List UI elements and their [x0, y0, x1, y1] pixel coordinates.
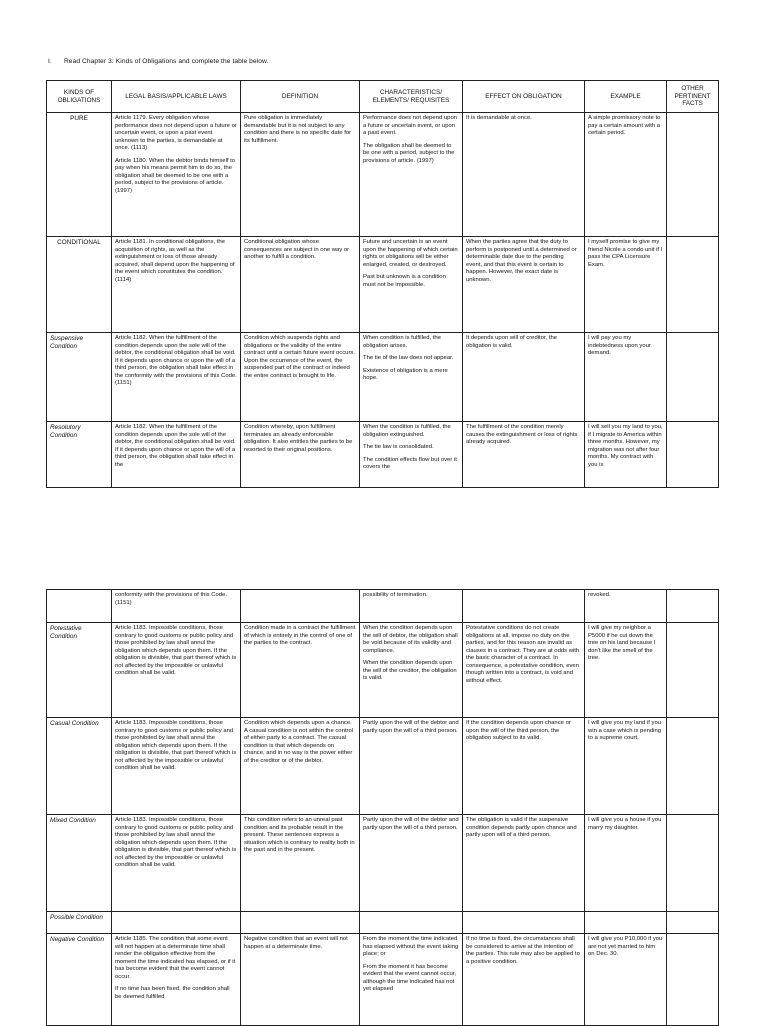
- cell-paragraph: Conditional obligation whose consequences are subject in one way or another to fulfill a condition.: [244, 239, 350, 261]
- other-facts-cell: [667, 422, 719, 488]
- other-facts-cell: [667, 590, 719, 623]
- cell-paragraph: Article 1182. When the fulfillment of the condition depends upon the sole will of the debtor, the conditional obligation shall be void. If it depends upon chance or upon the will of a third person, the obligation shall take effect in the: [115, 424, 236, 468]
- kind-cell: Negative Condition: [47, 934, 112, 1026]
- effect-cell: [463, 333, 585, 422]
- effect-cell: [463, 113, 585, 237]
- example-cell: [585, 237, 667, 333]
- effect-cell: [463, 237, 585, 333]
- cell-paragraph: Negative condition that an event will not happen at a determinate time.: [244, 936, 348, 950]
- instruction-text: Read Chapter 3: Kinds of Obligations and complete the table below.: [63, 58, 269, 65]
- example-cell: [585, 590, 667, 623]
- characteristics-cell: [360, 815, 463, 912]
- cell-paragraph: I will sell you my land to you, if I migrate to America within three months. However, my migration was not after four months. My contract with you is: [588, 424, 663, 468]
- legal-cell: [112, 623, 241, 718]
- definition-cell: [241, 815, 360, 912]
- effect-cell: [463, 912, 585, 934]
- cell-paragraph: Article 1181. In conditional obligations, the acquisition of rights, as well as the extinguishment or loss of those already acquired, shall depend upon the happening of the event which constitutes the condition. (1114): [115, 239, 235, 283]
- effect-cell: [463, 623, 585, 718]
- cell-paragraph: The condition effects flow but over it covers the: [363, 456, 457, 471]
- cell-paragraph: possibility of termination.: [363, 592, 428, 598]
- table-row: [47, 422, 719, 488]
- cell-paragraph: Past but unknown is a condition must not be impossible.: [363, 274, 446, 288]
- header-characteristics: CHARACTERISTICS/ ELEMENTS/ REQUISITES: [360, 81, 463, 113]
- cell-paragraph: Condition whereby, upon fulfillment terminates an already enforceable obligation. It also entitles the parties to be resorted to their original positions.: [244, 424, 353, 453]
- cell-paragraph: Partly upon the will of the debtor and partly upon the will of a third person.: [363, 720, 459, 734]
- example-cell: [585, 113, 667, 237]
- other-facts-cell: [667, 237, 719, 333]
- legal-cell: [112, 422, 241, 488]
- cell-paragraph: Condition made in a contract the fulfillment of which is entirely in the control of one of the parties to the contract.: [244, 625, 356, 647]
- other-facts-cell: [667, 623, 719, 718]
- cell-paragraph: Article 1183. Impossible conditions, those contrary to good customs or public policy and those prohibited by law shall annul the obligation which depends upon them. If the obligation is divisible, that part thereof which is not affected by the impossible or unlawful condition shall be valid.: [115, 625, 237, 677]
- legal-cell: [112, 934, 241, 1026]
- cell-paragraph: I myself promise to give my friend Nicole a condo unit if I pass the CPA Licensure Exam.: [588, 239, 663, 268]
- characteristics-cell: [360, 333, 463, 422]
- header-other-facts: OTHER PERTINENT FACTS: [667, 81, 719, 113]
- cell-paragraph: A simple promissory note to pay a certain amount with a certain period.: [588, 115, 661, 137]
- obligations-table-part-2: [46, 589, 719, 1026]
- example-cell: [585, 623, 667, 718]
- cell-paragraph: Article 1180. When the debtor binds himself to pay when his means permit him to do so, the obligation shall be deemed to be one with a period, subject to the provisions of article. (1997): [115, 157, 236, 194]
- cell-paragraph: I will pay you my indebtedness upon your demand.: [588, 335, 651, 357]
- other-facts-cell: [667, 934, 719, 1026]
- characteristics-cell: [360, 912, 463, 934]
- table-row: [47, 623, 719, 718]
- effect-cell: [463, 590, 585, 623]
- kind-cell: PURE: [47, 113, 112, 237]
- cell-paragraph: When the condition is fulfilled, the obligation extinguished.: [363, 424, 451, 438]
- definition-cell: [241, 422, 360, 488]
- definition-cell: [241, 237, 360, 333]
- table-row: [47, 934, 719, 1026]
- other-facts-cell: [667, 912, 719, 934]
- cell-paragraph: Pure obligation is immediately demandable but it is not subject to any condition and there is no specific date for its fulfillment.: [244, 115, 352, 144]
- definition-cell: [241, 590, 360, 623]
- example-cell: [585, 912, 667, 934]
- cell-paragraph: Article 1185. The condition that some event will not happen at a determinate time shall render the obligation effective from the moment the time indicated has elapsed, or if it has become evident that the event cannot occur.: [115, 936, 236, 980]
- characteristics-cell: [360, 237, 463, 333]
- definition-cell: [241, 934, 360, 1026]
- kind-cell: Mixed Condition: [47, 815, 112, 912]
- definition-cell: [241, 113, 360, 237]
- cell-paragraph: From the moment it has become evident that the event cannot occur, although the time indicated has not yet elapsed: [363, 963, 457, 993]
- instruction-number: I.: [48, 58, 52, 65]
- cell-paragraph: It depends upon will of creditor, the obligation is valid.: [466, 335, 558, 349]
- cell-paragraph: revoked.: [588, 592, 611, 598]
- header-definition: DEFINITION: [241, 81, 360, 113]
- cell-paragraph: Existence of obligation is a mere hope.: [363, 367, 448, 382]
- characteristics-cell: [360, 113, 463, 237]
- cell-paragraph: From the moment the time indicated has elapsed without the event taking place; or: [363, 936, 459, 958]
- cell-paragraph: When the parties agree that the duty to perform is postponed until a determined or determinable date due to the pending event, and that this event is certain to happen. However, the exact date is unknown.: [466, 239, 577, 283]
- kind-cell: Resolutory Condition: [47, 422, 112, 488]
- cell-paragraph: I will give you my land if you win a case which is pending to a supreme court.: [588, 720, 662, 742]
- definition-cell: [241, 623, 360, 718]
- effect-cell: [463, 422, 585, 488]
- obligations-table-part-1: [46, 80, 719, 488]
- definition-cell: [241, 333, 360, 422]
- cell-paragraph: Condition which suspends rights and obligations or the validity of the entire contract until a certain future event occurs. Upon the occurrence of the event, the suspended part of the contract or indeed the entire contract is brought to life.: [244, 335, 355, 379]
- cell-paragraph: When condition is fulfilled, the obligation arises.: [363, 335, 441, 349]
- characteristics-cell: [360, 590, 463, 623]
- cell-paragraph: When the condition depends upon the will of debtor, the obligation shall be void because of its validity and compliance.: [363, 625, 458, 654]
- cell-paragraph: Future and uncertain is an event upon the happening of which certain rights or obligations will be either enlarged, created, or destroyed.: [363, 239, 458, 268]
- cell-paragraph: Condition which depends upon a chance. A casual condition is not within the control of either party to a contract. The casual condition is that which depends on chance, and in no way is the power either of the creditor or of the debtor.: [244, 720, 354, 764]
- example-cell: [585, 422, 667, 488]
- table-row: [47, 912, 719, 934]
- cell-paragraph: The obligation is valid if the suspensive condition depends partly upon chance and partly upon will of a third person.: [466, 817, 577, 839]
- characteristics-cell: [360, 718, 463, 815]
- cell-paragraph: This condition refers to an unreal past condition and its probable result in the present. These sentences express a situation which is contrary to reality both in the past and in the present.: [244, 817, 355, 854]
- other-facts-cell: [667, 815, 719, 912]
- legal-cell: [112, 815, 241, 912]
- cell-paragraph: I will give you a house if you marry my daughter.: [588, 817, 662, 831]
- header-kinds: KINDS OF OBLIGATIONS: [47, 81, 112, 113]
- other-facts-cell: [667, 113, 719, 237]
- cell-paragraph: The tie of the law does not appear.: [363, 355, 454, 362]
- example-cell: [585, 934, 667, 1026]
- cell-paragraph: Article 1183. Impossible conditions, those contrary to good customs or public policy and those prohibited by law shall annul the obligation which depends upon them. If the obligation is divisible, that part thereof which is not affected by the impossible or unlawful condition shall be valid.: [115, 817, 237, 869]
- instruction-line: [48, 58, 268, 65]
- header-example: EXAMPLE: [585, 81, 667, 113]
- cell-paragraph: If the condition depends upon chance or upon the will of the third person, the obligation subject to its valid.: [466, 720, 571, 742]
- cell-paragraph: Partly upon the will of the debtor and partly upon the will of a third person.: [363, 817, 459, 831]
- effect-cell: [463, 815, 585, 912]
- cell-paragraph: Article 1182. When the fulfillment of the condition depends upon the sole will of the debtor, the conditional obligation shall be void. If it depends upon chance or upon the will of a third person, the obligation shall take effect in the conformity with the provisions of this Code. (1151): [115, 335, 237, 387]
- characteristics-cell: [360, 623, 463, 718]
- example-cell: [585, 333, 667, 422]
- characteristics-cell: [360, 934, 463, 1026]
- cell-paragraph: When the condition depends upon the will of the creditor, the obligation is valid.: [363, 660, 457, 682]
- kind-cell: Potestative Condition: [47, 623, 112, 718]
- table-row: [47, 815, 719, 912]
- kind-cell: CONDITIONAL: [47, 237, 112, 333]
- characteristics-cell: [360, 422, 463, 488]
- cell-paragraph: It is demandable at once.: [466, 115, 532, 121]
- effect-cell: [463, 718, 585, 815]
- cell-paragraph: The tie law is consolidated.: [363, 444, 434, 451]
- other-facts-cell: [667, 718, 719, 815]
- cell-paragraph: If no time has been fixed, the condition shall be deemed fulfilled: [115, 986, 230, 1000]
- table-row: [47, 718, 719, 815]
- table-row: [47, 590, 719, 623]
- cell-paragraph: Article 1179. Every obligation whose performance does not depend upon a future or uncertain event, or upon a past event unknown to the parties, is demandable at once. (1113): [115, 115, 237, 152]
- legal-cell: [112, 113, 241, 237]
- kind-cell: Suspensive Condition: [47, 333, 112, 422]
- cell-paragraph: The obligation shall be deemed to be one with a period, subject to the provisions of article. (1997): [363, 142, 455, 164]
- legal-cell: [112, 333, 241, 422]
- example-cell: [585, 718, 667, 815]
- cell-paragraph: Potestative conditions do not create obligations at all, impose no duty on the parties, and for this reason are invalid as clauses in a contract. They are at odds with the basic character of a contract. In consequence, a potestative condition, even though written into a contract, is void and without effect.: [466, 625, 580, 684]
- cell-paragraph: conformity with the provisions of this Code. (1151): [115, 592, 227, 606]
- header-row: [47, 81, 719, 113]
- kind-cell: Casual Condition: [47, 718, 112, 815]
- cell-paragraph: If no time is fixed, the circumstances shall be considered to arrive at the intention of the parties. This rule may also be applied to a positive condition.: [466, 936, 580, 965]
- legal-cell: [112, 912, 241, 934]
- cell-paragraph: I will give my neighbor a P5000 if he cut down the tree on his land because I don't like the smell of the tree.: [588, 625, 656, 662]
- definition-cell: [241, 718, 360, 815]
- cell-paragraph: Article 1183. Impossible conditions, those contrary to good customs or public policy and those prohibited by law shall annul the obligation which depends upon them. If the obligation is divisible, that part thereof which is not affected by the impossible or unlawful condition shall be valid.: [115, 720, 237, 772]
- legal-cell: [112, 718, 241, 815]
- legal-cell: [112, 237, 241, 333]
- table-row: [47, 333, 719, 422]
- table-row: [47, 237, 719, 333]
- kind-cell: Possible Condition: [47, 912, 112, 934]
- example-cell: [585, 815, 667, 912]
- legal-cell: [112, 590, 241, 623]
- cell-paragraph: Performance does not depend upon a future or uncertain event, or upon a past event.: [363, 115, 457, 137]
- kind-cell: [47, 590, 112, 623]
- other-facts-cell: [667, 333, 719, 422]
- definition-cell: [241, 912, 360, 934]
- header-effect: EFFECT ON OBLIGATION: [463, 81, 585, 113]
- table-row: [47, 113, 719, 237]
- effect-cell: [463, 934, 585, 1026]
- cell-paragraph: I will give you P10,000 if you are not yet married to him on Dec. 30.: [588, 936, 663, 958]
- cell-paragraph: The fulfillment of the condition merely causes the extinguishment or loss of rights already acquired.: [466, 424, 578, 446]
- header-legal-basis: LEGAL BASIS/APPLICABLE LAWS: [112, 81, 241, 113]
